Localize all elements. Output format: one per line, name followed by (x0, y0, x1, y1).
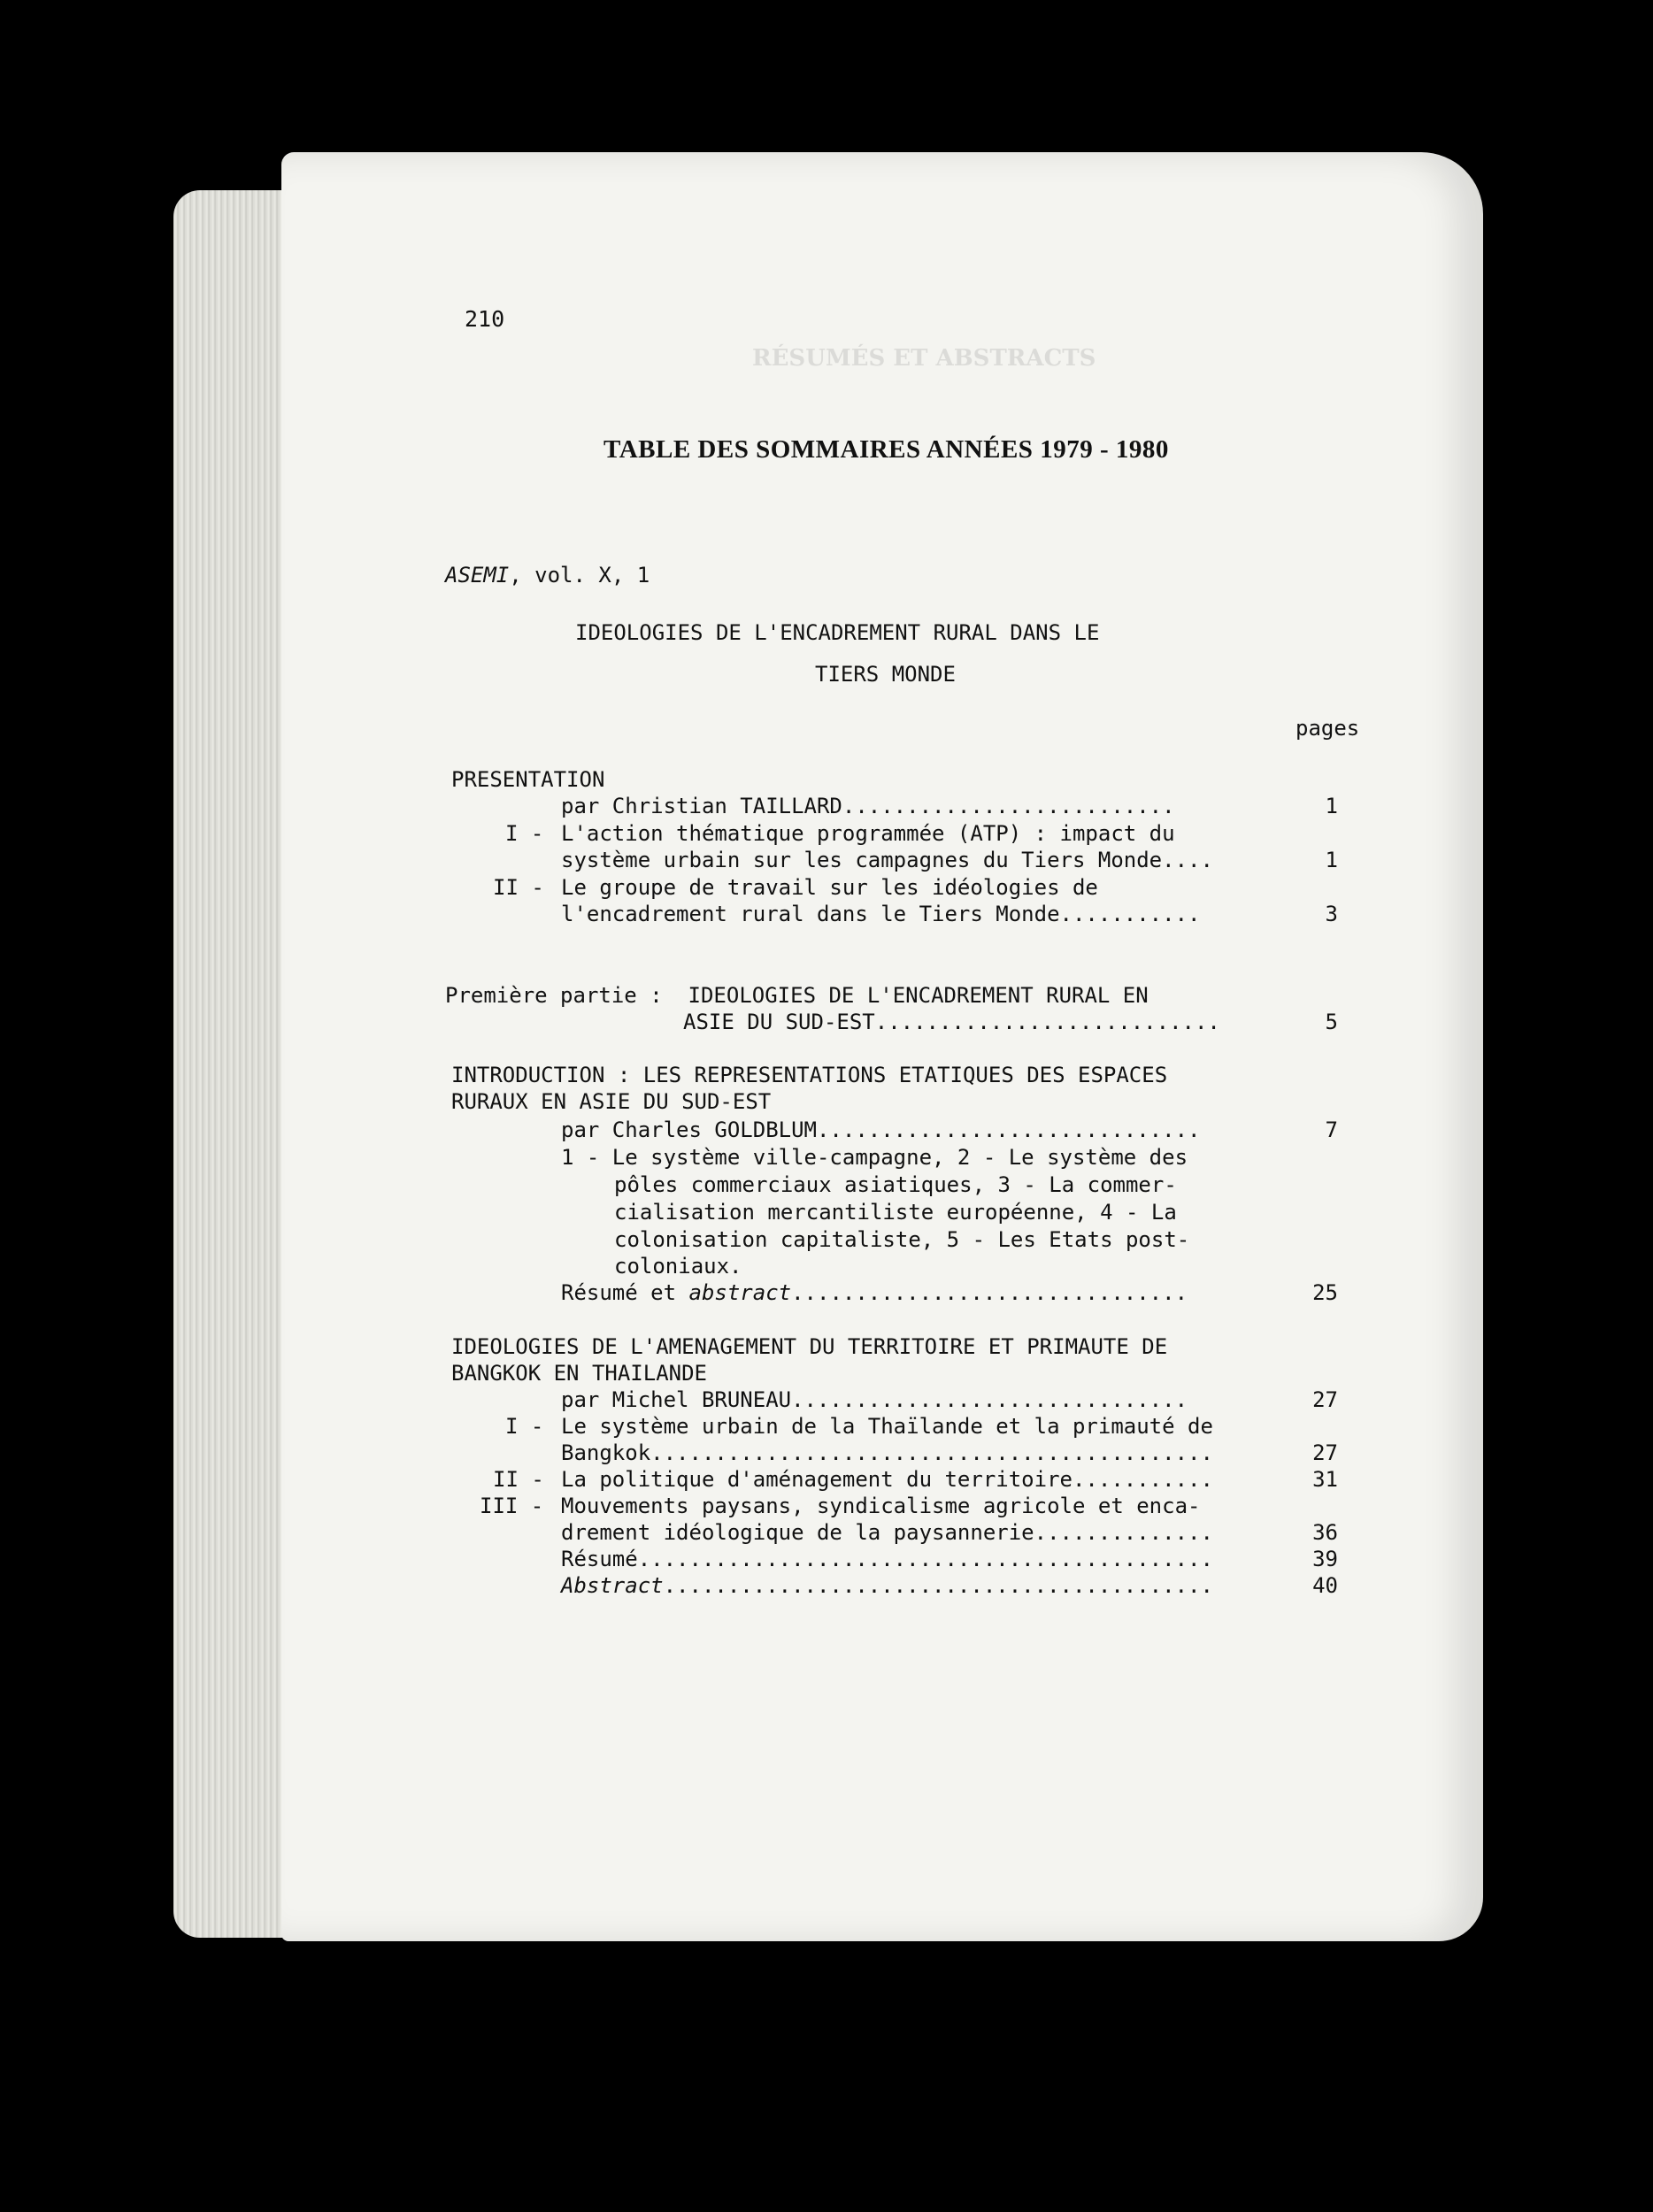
introduction-title-line-1: INTRODUCTION : LES REPRESENTATIONS ETATIQUES DES ESPACES (451, 1063, 1168, 1087)
article-title-line-1: IDEOLOGIES DE L'AMENAGEMENT DU TERRITOIRE ET PRIMAUTE DE (451, 1334, 1168, 1359)
article-item-1-line-2: Bangkok............................................ (561, 1440, 1213, 1465)
presentation-author: par Christian TAILLARD.......................... (561, 794, 1175, 818)
article-resume-page: 39 (1312, 1547, 1338, 1571)
introduction-author: par Charles GOLDBLUM.............................. (561, 1118, 1201, 1142)
article-item-1-line-1: Le système urbain de la Thaïlande et la primauté de (561, 1414, 1213, 1439)
presentation-author-page: 1 (1325, 794, 1338, 818)
introduction-resume-page: 25 (1312, 1280, 1338, 1305)
article-item-3-page: 36 (1312, 1520, 1338, 1545)
page-title: TABLE DES SOMMAIRES ANNÉES 1979 - 1980 (604, 435, 1169, 464)
presentation-item-2-line-1: Le groupe de travail sur les idéologies de (561, 875, 1098, 900)
introduction-author-page: 7 (1325, 1118, 1338, 1142)
abstract-word: abstract (688, 1280, 792, 1305)
presentation-heading: PRESENTATION (451, 767, 605, 792)
book-page (281, 152, 1483, 1941)
article-item-3-line-2: drement idéologique de la paysannerie.............. (561, 1520, 1213, 1545)
introduction-summary-line-3: cialisation mercantiliste européenne, 4 - La (614, 1200, 1177, 1225)
presentation-item-1-line-2: système urbain sur les campagnes du Tiers Monde.... (561, 848, 1213, 872)
theme-title-line-2: TIERS MONDE (815, 662, 956, 687)
introduction-summary-line-4: colonisation capitaliste, 5 - Les Etats post- (614, 1227, 1190, 1252)
presentation-item-2-number: II - (493, 875, 544, 900)
introduction-title-line-2: RURAUX EN ASIE DU SUD-EST (451, 1089, 772, 1114)
introduction-summary-line-1: 1 - Le système ville-campagne, 2 - Le système des (561, 1145, 1188, 1170)
abstract-word: Abstract (561, 1573, 664, 1598)
article-author: par Michel BRUNEAU............................... (561, 1387, 1188, 1412)
show-through-heading: RÉSUMÉS ET ABSTRACTS (752, 345, 1096, 372)
part-1-heading-line-2: ASIE DU SUD-EST........................... (683, 1010, 1220, 1034)
introduction-summary-line-2: pôles commerciaux asiatiques, 3 - La commer- (614, 1172, 1177, 1197)
introduction-summary-line-5: coloniaux. (614, 1254, 742, 1279)
theme-title-line-1: IDEOLOGIES DE L'ENCADREMENT RURAL DANS LE (575, 620, 1100, 645)
book-page-edges (173, 190, 288, 1938)
presentation-item-1-line-1: L'action thématique programmée (ATP) : impact du (561, 821, 1175, 846)
part-1-page: 5 (1325, 1010, 1338, 1034)
presentation-item-1-number: I - (505, 821, 544, 846)
page-number: 210 (465, 306, 505, 332)
presentation-item-2-page: 3 (1325, 902, 1338, 926)
leader-dots: ........................................... (663, 1573, 1213, 1598)
leader-dots: ............................... (791, 1280, 1188, 1305)
presentation-item-2-line-2: l'encadrement rural dans le Tiers Monde........... (561, 902, 1201, 926)
article-abstract-page: 40 (1312, 1573, 1338, 1598)
introduction-resume-line (561, 1279, 1188, 1306)
article-item-3-number: III - (480, 1494, 544, 1518)
article-item-1-number: I - (505, 1414, 544, 1439)
article-title-line-2: BANGKOK EN THAILANDE (451, 1361, 707, 1386)
article-item-2-page: 31 (1312, 1467, 1338, 1492)
article-author-page: 27 (1312, 1387, 1338, 1412)
article-item-1-page: 27 (1312, 1440, 1338, 1465)
presentation-item-1-page: 1 (1325, 848, 1338, 872)
issue-line (445, 562, 650, 588)
volume-number: , vol. X, 1 (509, 563, 650, 588)
journal-name: ASEMI (445, 563, 510, 588)
article-item-2-line-1: La politique d'aménagement du territoire........... (561, 1467, 1213, 1492)
article-item-2-number: II - (493, 1467, 544, 1492)
pages-column-header: pages (1295, 716, 1360, 741)
resume-label: Résumé et (561, 1280, 689, 1305)
article-abstract (561, 1572, 1213, 1599)
article-item-3-line-1: Mouvements paysans, syndicalisme agricole et enca- (561, 1494, 1201, 1518)
article-resume: Résumé............................................. (561, 1547, 1213, 1571)
part-1-heading: Première partie : IDEOLOGIES DE L'ENCADREMENT RURAL EN (445, 983, 1149, 1008)
